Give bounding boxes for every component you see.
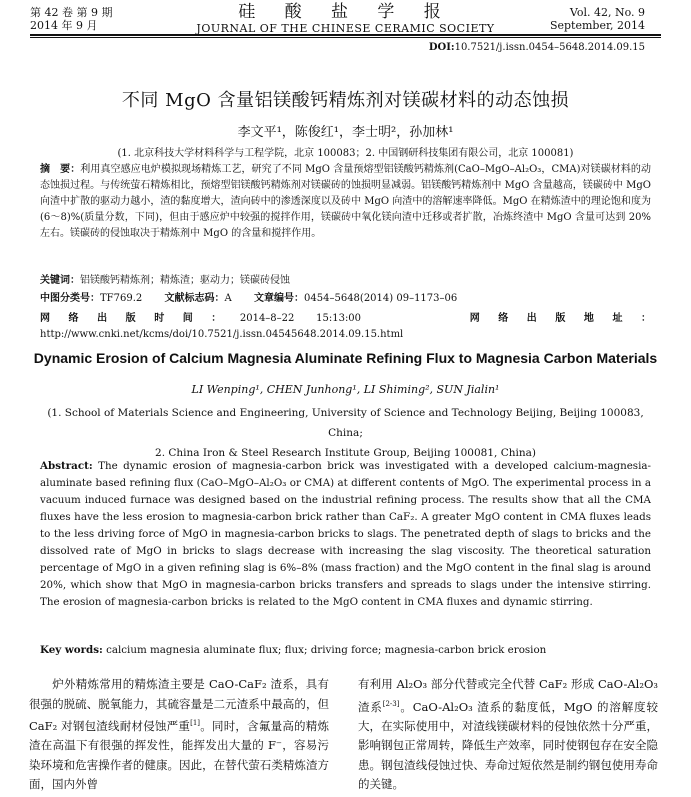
keywords-en-text: calcium magnesia aluminate flux; flux; driving force; magnesia-carbon brick erosion: [106, 644, 547, 656]
online-url-link[interactable]: http://www.cnki.net/kcms/doi/10.7521/j.issn.04545648.2014.09.15.html: [40, 329, 404, 340]
issue-info-en: [550, 6, 645, 32]
doc-code-value: A: [224, 293, 232, 304]
abstract-en-text: The dynamic erosion of magnesia-carbon brick was investigated with a developed calcium-magnesia-aluminate based refining flux (CaO–MgO–Al₂O₃ or CMA) at different contents of MgO. The experimental process in a vacuum induced furnace was designed based on the industrial refining process. The results show that all the CMA fluxes have the less erosion to magnesia-carbon brick rather than CaF₂. A greater MgO content in CMA fluxes leads to the less driving force of MgO in magnesia-carbon bricks to slags. The penetrated depth of slags to bricks and the dissolved rate of MgO in bricks to slags decrease with increasing the slag viscosity. The theoretical saturation percentage of MgO in a given refining slag is 6%–8% (mass fraction) and the MgO content in the final slag is around 20%, which show that MgO in magnesia-carbon bricks transfers and spreads to slags under the intensive stirring. The erosion of magnesia-carbon bricks is related to the MgO content in CMA fluxes and dynamic stirring.: [40, 460, 651, 608]
doi-label: DOI:: [428, 42, 455, 53]
keywords-cn-text: 铝镁酸钙精炼剂；精炼渣；驱动力；镁碳砖侵蚀: [80, 275, 290, 286]
affiliation-en: [40, 403, 651, 463]
body-column-right: [358, 675, 658, 795]
date-en: September, 2014: [549, 19, 645, 32]
online-time-label: 网络出版时间：: [40, 313, 240, 324]
volume-en: Vol. 42, No. 9: [569, 6, 645, 19]
article-title-en: Dynamic Erosion of Calcium Magnesia Aluminate Refining Flux to Magnesia Carbon Materials: [33, 350, 658, 366]
clc-label: 中图分类号：: [40, 293, 100, 304]
abstract-en: [40, 458, 651, 611]
journal-title-cn: 硅 酸 盐 学 报: [238, 2, 453, 22]
doc-code-label: 文献标志码：: [164, 293, 225, 304]
doi-line: [429, 42, 645, 53]
authors-cn: 李文平¹，陈俊红¹，李士明²，孙加林¹: [237, 125, 454, 140]
keywords-cn-label: 关键词：: [40, 275, 80, 286]
abstract-cn: [40, 162, 651, 242]
classification-line: [40, 291, 651, 307]
keywords-en-label: Key words:: [40, 644, 103, 656]
article-title-cn: 不同 MgO 含量铝镁酸钙精炼剂对镁碳材料的动态蚀损: [121, 90, 570, 111]
article-number-label: 文章编号：: [254, 293, 305, 304]
citation-1[interactable]: [1]: [190, 719, 201, 727]
body-right-text-1: 有利用 Al₂O₃ 部分代替或完全代替 CaF₂ 形成 CaO-Al₂O₃ 渣系: [358, 677, 658, 714]
online-time-value: 2014–8–22 15:13:00: [239, 313, 362, 324]
doi-value[interactable]: 10.7521/j.issn.0454–5648.2014.09.15: [454, 42, 645, 53]
abstract-cn-text: 利用真空感应电炉模拟现场精炼工艺，研究了不同 MgO 含量预熔型铝镁酸钙精炼剂(CaO–MgO–Al₂O₃，CMA)对镁碳材料的动态蚀损过程。与传统萤石精炼相比，预熔型铝镁酸钙精炼剂对镁碳砖的蚀损明显减弱。铝镁酸钙精炼剂中 MgO 含量越高，镁碳砖中 MgO 向渣中扩散的驱动力越小，渣的黏度增大，渣向砖中的渗透深度以及砖中 MgO 向渣中的溶解速率降低。MgO 在精炼渣中的理论饱和度为(6～8)%(质量分数，下同)，但由于感应炉中较强的搅拌作用，镁碳砖中氧化镁向渣中迁移或者扩散，冶炼终渣中 MgO 含量可达到 20%左右。镁碳砖的侵蚀取决于精炼剂中 MgO 的含量和搅拌作用。: [40, 164, 651, 239]
affiliation-en-2: 2. China Iron & Steel Research Institute Group, Beijing 100081, China): [155, 447, 536, 459]
article-number-value: 0454–5648(2014) 09–1173–06: [304, 293, 458, 304]
affiliation-cn: (1. 北京科技大学材料科学与工程学院，北京 100083；2. 中国钢研科技集团有限公司，北京 100081): [117, 148, 574, 159]
online-url-label: 网络出版地址：: [469, 313, 652, 324]
keywords-en: [40, 642, 651, 658]
authors-en: LI Wenping¹, CHEN Junhong¹, LI Shiming², SUN Jialin¹: [191, 383, 500, 396]
citation-2-3[interactable]: [2-3]: [382, 699, 400, 708]
body-column-left: [29, 675, 329, 795]
body-left-text-1: 炉外精炼常用的精炼渣主要是 CaO-CaF₂ 渣系，具有很强的脱硫、脱氧能力，其硫容量是二元渣系中最高的，但 CaF₂ 对钢包渣线耐材侵蚀严重: [29, 677, 329, 733]
affiliation-en-1: (1. School of Materials Science and Engineering, University of Science and Technology Beijing, Beijing 100083, China;: [47, 407, 644, 439]
body-right-text-2: 。CaO-Al₂O₃ 渣系的黏度低，MgO 的溶解度较大，在实际使用中，对渣线镁碳材料的侵蚀依然十分严重，影响钢包正常周转，降低生产效率，同时使钢包存在安全隐患。钢包渣线侵蚀过快、寿命过短依然是制约钢包使用寿命的关键。: [358, 699, 658, 792]
abstract-en-label: Abstract:: [40, 460, 93, 472]
header-rule-thin: [30, 37, 661, 38]
clc-value: TF769.2: [100, 293, 143, 304]
journal-title-en: JOURNAL OF THE CHINESE CERAMIC SOCIETY: [196, 22, 495, 35]
abstract-cn-label: 摘 要：: [40, 164, 81, 175]
date-cn: 2014 年 9 月: [30, 19, 98, 32]
header-rule: [30, 34, 661, 36]
volume-cn: 第 42 卷 第 9 期: [30, 6, 113, 19]
keywords-cn: [40, 273, 651, 289]
body-left-text-2: 。同时，含氟量高的精炼渣在高温下有很强的挥发性，能挥发出大量的 F⁻，容易污染环境和危害操作者的健康。因此，在替代萤石类精炼渣方面，国内外曾: [29, 718, 330, 792]
online-publication-line: [40, 311, 651, 343]
